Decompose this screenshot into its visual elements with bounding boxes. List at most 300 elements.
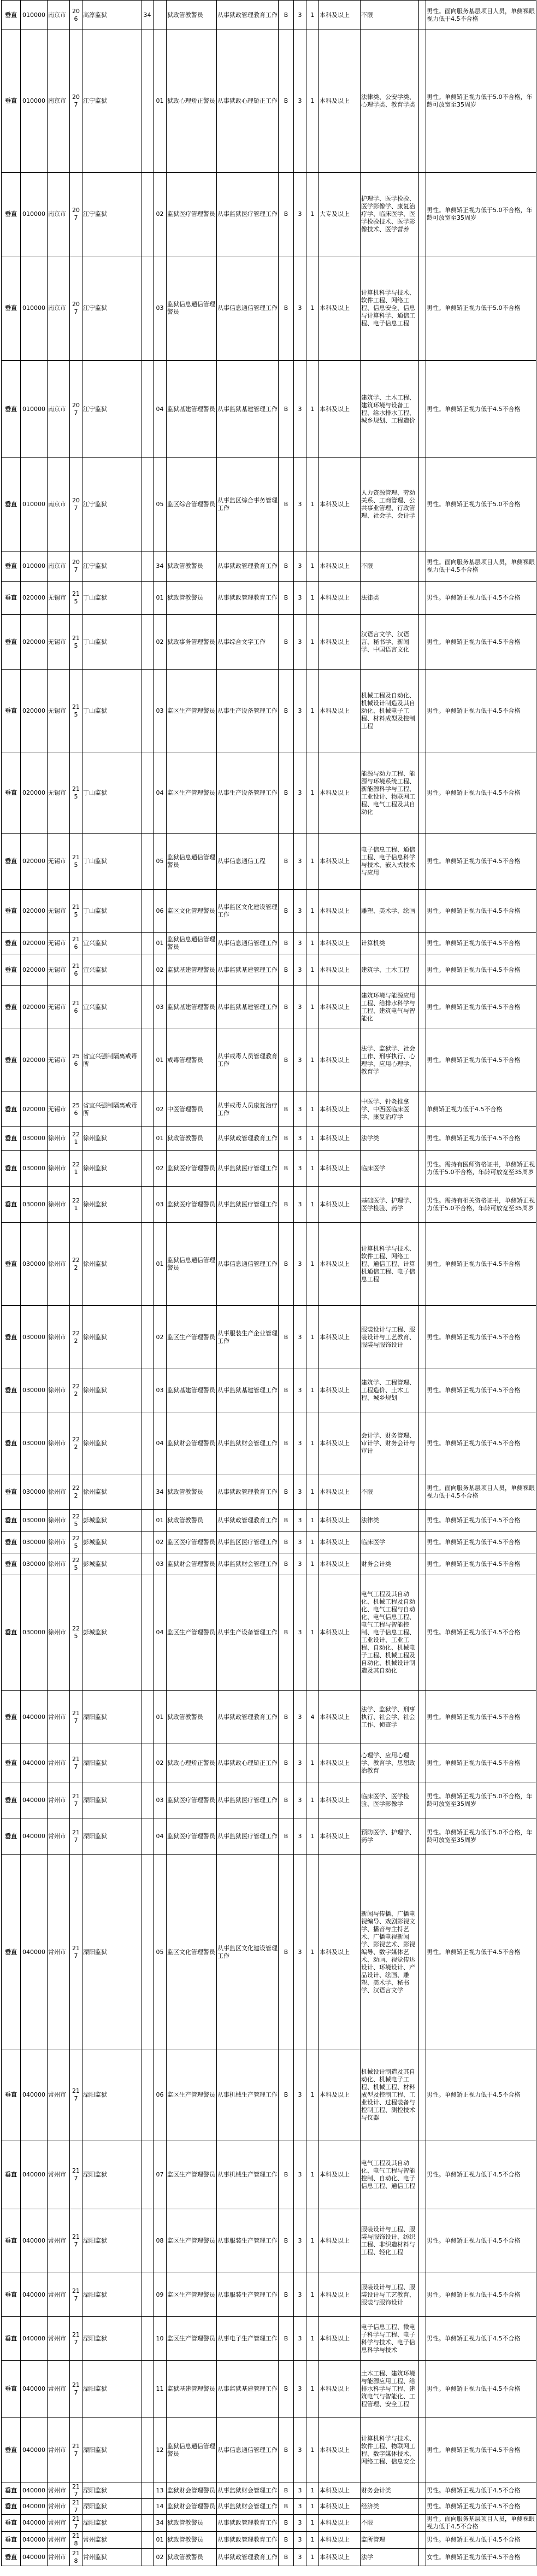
table-cell: 3 (294, 954, 306, 986)
table-cell: 男性。单侧矫正视力低于5.0不合格，年龄可放宽至35周岁 (426, 173, 536, 256)
table-cell: 电气工程及其自动化、电气工程与智能控制、自动化、电子信息工程、通信工程 (361, 2140, 419, 2209)
table-cell: 本科及以上 (319, 2361, 361, 2418)
table-cell: 217 (70, 1691, 82, 1744)
table-row (2, 2549, 536, 2566)
table-cell (141, 2549, 154, 2566)
table-cell: 江宁监狱 (82, 30, 141, 173)
table-cell: 217 (70, 1744, 82, 1782)
table-cell: B (279, 1553, 294, 1575)
table-cell: 常州市 (48, 2361, 70, 2418)
table-cell: 3 (294, 2140, 306, 2209)
table-cell: 垂直 (2, 2532, 21, 2549)
table-cell: 垂直 (2, 173, 21, 256)
table-cell: 020000 (21, 615, 48, 670)
table-cell: 217 (70, 1782, 82, 1818)
table-cell: 217 (70, 2050, 82, 2140)
table-cell: 徐州市 (48, 1531, 70, 1553)
table-cell: 1 (306, 1127, 319, 1151)
table-cell: 207 (70, 256, 82, 361)
table-row (2, 986, 536, 1029)
table-cell: 222 (70, 1369, 82, 1412)
table-cell: 监区生产管理警员 (167, 2140, 217, 2209)
table-cell: 020000 (21, 670, 48, 753)
table-cell: 216 (70, 954, 82, 986)
table-cell: 本科及以上 (319, 670, 361, 753)
table-cell: 从事信息通信管理工作 (217, 2418, 279, 2483)
table-cell (419, 1855, 426, 2050)
table-cell: 从事生产设备管理工作 (217, 1575, 279, 1691)
table-cell: 1 (306, 2515, 319, 2532)
table-cell: 040000 (21, 2515, 48, 2532)
table-cell: 本科及以上 (319, 1553, 361, 1575)
table-cell: 1 (306, 1029, 319, 1092)
table-cell: 217 (70, 1855, 82, 2050)
table-cell: 本科及以上 (319, 1369, 361, 1412)
table-cell (141, 582, 154, 615)
table-cell: 垂直 (2, 615, 21, 670)
table-cell: 215 (70, 890, 82, 933)
table-cell: 020000 (21, 1029, 48, 1092)
table-cell: 无锡市 (48, 615, 70, 670)
table-cell: 02 (154, 615, 167, 670)
table-cell: 监狱医疗管理警员 (167, 1151, 217, 1187)
table-cell: 省宜兴强制隔离戒毒所 (82, 1092, 141, 1127)
table-cell: 222 (70, 1306, 82, 1369)
table-cell: 从事狱政管理教育工作 (217, 582, 279, 615)
table-cell: 监区生产管理警员 (167, 753, 217, 834)
table-cell: 监狱信息通信管理警员 (167, 1223, 217, 1306)
table-cell: B (279, 1510, 294, 1531)
table-cell: 222 (70, 1223, 82, 1306)
positions-table (1, 0, 536, 2566)
table-cell: 垂直 (2, 1, 21, 30)
table-cell: 垂直 (2, 2140, 21, 2209)
table-cell: 男性。单侧矫正视力低于5.0不合格 (426, 256, 536, 361)
table-cell: 3 (294, 1691, 306, 1744)
table-row (2, 2273, 536, 2317)
table-cell: 1 (306, 2418, 319, 2483)
table-cell: 本科及以上 (319, 2418, 361, 2483)
table-cell (141, 1855, 154, 2050)
table-cell: 从事电子生产管理工作 (217, 2317, 279, 2361)
table-cell: 本科及以上 (319, 2317, 361, 2361)
table-cell: 221 (70, 1127, 82, 1151)
table-cell: B (279, 1, 294, 30)
table-cell: 计算机科学与技术、软件工程、网络工程、信息安全、信息与计算科学、通信工程、电子信息工程 (361, 256, 419, 361)
table-cell: 服装设计与工程、服装设计与工艺教育、服装与服饰设计 (361, 1306, 419, 1369)
table-cell (419, 30, 426, 173)
table-cell: 207 (70, 458, 82, 551)
table-cell (419, 2515, 426, 2532)
table-cell: 1 (306, 551, 319, 582)
table-cell: 3 (294, 1, 306, 30)
table-row (2, 1553, 536, 1575)
table-cell: 本科及以上 (319, 458, 361, 551)
table-cell: 040000 (21, 2317, 48, 2361)
table-cell: 垂直 (2, 2209, 21, 2273)
table-cell: 从事监狱财会管理工作 (217, 1553, 279, 1575)
table-cell: 本科及以上 (319, 1691, 361, 1744)
table-cell: 溧阳监狱 (82, 2209, 141, 2273)
table-cell: 3 (294, 1412, 306, 1475)
table-cell: 从事监区综合事务管理工作 (217, 458, 279, 551)
table-cell: 010000 (21, 30, 48, 173)
table-cell (419, 670, 426, 753)
table-row (2, 2515, 536, 2532)
table-cell: 南京市 (48, 551, 70, 582)
table-row (2, 1187, 536, 1223)
table-cell: 溧阳监狱 (82, 2140, 141, 2209)
table-cell: 从事信息通信工程 (217, 834, 279, 890)
table-cell: 从事监狱医疗管理工作 (217, 173, 279, 256)
table-cell: B (279, 2483, 294, 2499)
table-cell: 1 (306, 615, 319, 670)
table-cell: 3 (294, 1127, 306, 1151)
table-cell: 宜兴监狱 (82, 954, 141, 986)
table-cell: 徐州监狱 (82, 1369, 141, 1412)
table-cell: 垂直 (2, 1818, 21, 1855)
table-cell: 1 (306, 834, 319, 890)
table-cell: 从事狱政心理矫正工作 (217, 30, 279, 173)
table-row (2, 753, 536, 834)
table-cell: 4 (306, 1691, 319, 1744)
table-cell: 1 (306, 458, 319, 551)
table-cell: 溧阳监狱 (82, 2483, 141, 2499)
table-cell: 01 (154, 1510, 167, 1531)
table-cell: 本科及以上 (319, 753, 361, 834)
table-cell (419, 2140, 426, 2209)
table-cell: 34 (154, 2515, 167, 2532)
table-cell: 030000 (21, 1223, 48, 1306)
table-cell (141, 890, 154, 933)
table-row (2, 1092, 536, 1127)
table-cell (141, 30, 154, 173)
table-cell: 1 (306, 2483, 319, 2499)
table-cell: 04 (154, 1575, 167, 1691)
table-cell: 1 (306, 954, 319, 986)
table-cell: 05 (154, 834, 167, 890)
table-cell: B (279, 670, 294, 753)
table-cell: 3 (294, 1531, 306, 1553)
table-cell: 1 (306, 2273, 319, 2317)
table-cell: 1 (306, 1092, 319, 1127)
table-cell: 常州市 (48, 2532, 70, 2549)
table-cell: 040000 (21, 1855, 48, 2050)
table-cell: 常州监狱 (82, 2549, 141, 2566)
table-cell: 从事监狱财会管理工作 (217, 2483, 279, 2499)
table-cell: 3 (294, 582, 306, 615)
table-cell: 01 (154, 1223, 167, 1306)
table-cell: 法学 (361, 2549, 419, 2566)
table-cell: 男性。单侧矫正视力低于5.0不合格，年龄可放宽至35周岁 (426, 30, 536, 173)
table-row (2, 1818, 536, 1855)
table-cell (141, 1412, 154, 1475)
table-cell: 法学类 (361, 1127, 419, 1151)
table-cell: 04 (154, 1412, 167, 1475)
table-cell: B (279, 1412, 294, 1475)
table-row (2, 1855, 536, 2050)
table-cell: 不限 (361, 2515, 419, 2532)
table-row (2, 582, 536, 615)
table-cell: B (279, 458, 294, 551)
table-cell (141, 933, 154, 954)
table-cell: 3 (294, 551, 306, 582)
table-cell: 无锡市 (48, 670, 70, 753)
table-cell: 040000 (21, 1691, 48, 1744)
table-cell: 男性。单侧矫正视力低于4.5不合格 (426, 834, 536, 890)
table-cell: 垂直 (2, 954, 21, 986)
table-cell: 3 (294, 30, 306, 173)
table-cell: 男性。单侧矫正视力低于4.5不合格 (426, 986, 536, 1029)
table-cell: 监区医疗管理警员 (167, 1531, 217, 1553)
table-cell: 1 (306, 1475, 319, 1510)
table-cell: 215 (70, 670, 82, 753)
table-cell: 030000 (21, 1510, 48, 1531)
table-cell: 010000 (21, 256, 48, 361)
table-cell: 徐州市 (48, 1369, 70, 1412)
table-cell: B (279, 2515, 294, 2532)
table-cell: 监区生产管理警员 (167, 670, 217, 753)
table-cell: 3 (294, 670, 306, 753)
table-cell: 02 (154, 1531, 167, 1553)
table-cell: B (279, 256, 294, 361)
table-cell: 本科及以上 (319, 1818, 361, 1855)
table-cell: 01 (154, 2532, 167, 2549)
table-cell: 徐州市 (48, 1510, 70, 1531)
table-cell (141, 2050, 154, 2140)
table-row (2, 1127, 536, 1151)
table-cell: 3 (294, 1151, 306, 1187)
table-cell: 本科及以上 (319, 1475, 361, 1510)
table-cell: 法律类 (361, 582, 419, 615)
table-cell: B (279, 2499, 294, 2515)
table-cell: 1 (306, 753, 319, 834)
table-cell: 监区生产管理警员 (167, 2050, 217, 2140)
table-cell: 从事生产设备管理工作 (217, 670, 279, 753)
table-cell: 丁山监狱 (82, 670, 141, 753)
table-row (2, 615, 536, 670)
table-cell: 本科及以上 (319, 954, 361, 986)
table-cell: 计算机科学与技术、软件工程、物联网工程、数字媒体技术、网络工程、信息安全 (361, 2418, 419, 2483)
table-cell: 电子信息工程、通信工程、电子信息科学与技术、嵌入式技术与应用 (361, 834, 419, 890)
table-cell: 3 (294, 615, 306, 670)
table-cell: 020000 (21, 933, 48, 954)
table-cell: 225 (70, 1510, 82, 1531)
table-cell (141, 1818, 154, 1855)
table-cell: 3 (294, 2418, 306, 2483)
table-cell: 男性。单侧矫正视力低于5.0不合格，年龄可放宽至35周岁 (426, 1818, 536, 1855)
table-cell: 男性。单侧矫正视力低于4.5不合格 (426, 933, 536, 954)
table-cell: 本科及以上 (319, 1855, 361, 2050)
table-cell: 垂直 (2, 1412, 21, 1475)
table-cell: 徐州市 (48, 1475, 70, 1510)
table-cell (141, 1744, 154, 1782)
table-cell: 监狱基建管理警员 (167, 986, 217, 1029)
table-cell: 03 (154, 256, 167, 361)
table-cell: 1 (306, 670, 319, 753)
table-cell: 不限 (361, 1, 419, 30)
table-cell (141, 1223, 154, 1306)
table-cell: 本科及以上 (319, 1510, 361, 1531)
table-cell: 溧阳监狱 (82, 2515, 141, 2532)
table-cell: 本科及以上 (319, 1306, 361, 1369)
table-cell (141, 1127, 154, 1151)
table-cell: 225 (70, 1531, 82, 1553)
table-cell: 34 (141, 1, 154, 30)
table-cell: 3 (294, 1029, 306, 1092)
table-cell: 217 (70, 1818, 82, 1855)
table-cell: 从事监狱医疗管理工作 (217, 1151, 279, 1187)
table-cell: 本科及以上 (319, 30, 361, 173)
table-row (2, 551, 536, 582)
table-cell: 02 (154, 1092, 167, 1127)
table-cell: 服装设计与工程、服装设计与工艺教育、服装与服饰设计 (361, 2273, 419, 2317)
table-cell: 1 (306, 2549, 319, 2566)
table-cell: 徐州市 (48, 1306, 70, 1369)
table-cell (141, 2499, 154, 2515)
table-cell: 垂直 (2, 2050, 21, 2140)
table-cell: 常州市 (48, 2273, 70, 2317)
table-cell: 无锡市 (48, 1092, 70, 1127)
table-cell: 3 (294, 986, 306, 1029)
table-row (2, 2361, 536, 2418)
table-cell: 从事狱政管理教育工作 (217, 2532, 279, 2549)
table-cell: 3 (294, 1855, 306, 2050)
table-cell (141, 1369, 154, 1412)
table-cell: 男性。单侧矫正视力低于4.5不合格 (426, 1531, 536, 1553)
table-cell (141, 1510, 154, 1531)
table-cell: 预防医学、护理学、药学 (361, 1818, 419, 1855)
table-cell: 207 (70, 361, 82, 458)
table-cell (141, 615, 154, 670)
table-cell: 从事狱政管理教育工作 (217, 2549, 279, 2566)
table-cell: 男性。单侧矫正视力低于4.5不合格 (426, 1412, 536, 1475)
table-cell: 从事信息通信管理工作 (217, 933, 279, 954)
table-cell (419, 1127, 426, 1151)
table-row (2, 1369, 536, 1412)
table-cell: 狱政管教警员 (167, 2549, 217, 2566)
table-cell: 040000 (21, 2209, 48, 2273)
table-cell: 丁山监狱 (82, 615, 141, 670)
table-cell: 徐州监狱 (82, 1151, 141, 1187)
table-cell: 1 (306, 1818, 319, 1855)
table-cell (419, 1, 426, 30)
table-cell: 监狱医疗管理警员 (167, 1187, 217, 1223)
table-cell: 从事狱政管理教育工作 (217, 1510, 279, 1531)
table-cell: 监区文化管理警员 (167, 1855, 217, 2050)
table-cell: 3 (294, 2499, 306, 2515)
table-cell (419, 582, 426, 615)
table-cell: 狱政管教警员 (167, 1, 217, 30)
table-cell: 02 (154, 954, 167, 986)
table-cell: 计算机类 (361, 933, 419, 954)
table-cell: 从事狱政心理矫正工作 (217, 1744, 279, 1782)
table-cell: 无锡市 (48, 954, 70, 986)
table-cell: 215 (70, 753, 82, 834)
table-cell: 男性。单侧矫正视力低于5.0不合格 (426, 458, 536, 551)
table-cell: 徐州监狱 (82, 1127, 141, 1151)
table-cell (141, 1782, 154, 1818)
table-cell: 溧阳监狱 (82, 2317, 141, 2361)
table-cell: 垂直 (2, 834, 21, 890)
table-cell (141, 1475, 154, 1510)
table-cell: 垂直 (2, 2515, 21, 2532)
table-cell: 08 (154, 2209, 167, 2273)
table-cell: B (279, 1782, 294, 1818)
table-cell: 男性。单侧矫正视力低于4.5不合格 (426, 1575, 536, 1691)
table-cell: 040000 (21, 2549, 48, 2566)
table-cell: 南京市 (48, 361, 70, 458)
table-cell: B (279, 933, 294, 954)
table-row (2, 2050, 536, 2140)
table-cell: 监所管理 (361, 2532, 419, 2549)
table-cell: 男性。单侧矫正视力低于4.5不合格 (426, 2140, 536, 2209)
table-cell: 南京市 (48, 173, 70, 256)
table-cell (419, 2418, 426, 2483)
table-cell: 宜兴监狱 (82, 986, 141, 1029)
table-cell: 从事狱政管理教育工作 (217, 1475, 279, 1510)
table-cell: 本科及以上 (319, 2050, 361, 2140)
table-cell: 临床医学 (361, 1151, 419, 1187)
table-cell: 彭城监狱 (82, 1575, 141, 1691)
table-cell: 217 (70, 2499, 82, 2515)
table-cell: 常州市 (48, 2140, 70, 2209)
table-cell: 225 (70, 1575, 82, 1691)
table-cell: 02 (154, 1744, 167, 1782)
table-cell: 3 (294, 458, 306, 551)
table-cell: B (279, 2317, 294, 2361)
table-cell: 常州市 (48, 2515, 70, 2532)
table-row (2, 1531, 536, 1553)
table-cell: 男性。面向服务基层项目人员，单侧裸眼视力低于4.5不合格 (426, 2515, 536, 2532)
table-cell: 从事监狱财会管理工作 (217, 2499, 279, 2515)
table-cell: 无锡市 (48, 890, 70, 933)
table-cell (419, 1510, 426, 1531)
table-cell: 监狱医疗管理警员 (167, 1818, 217, 1855)
table-cell: B (279, 890, 294, 933)
table-cell (141, 1306, 154, 1369)
table-cell: 监区生产管理警员 (167, 1575, 217, 1691)
table-cell: 监区生产管理警员 (167, 2317, 217, 2361)
table-cell: 垂直 (2, 361, 21, 458)
table-cell: 徐州监狱 (82, 1412, 141, 1475)
table-cell (419, 834, 426, 890)
table-cell (419, 933, 426, 954)
table-cell: 监狱财会管理警员 (167, 1553, 217, 1575)
table-cell: 04 (154, 1818, 167, 1855)
table-cell: 垂直 (2, 2483, 21, 2499)
table-cell: 垂直 (2, 2418, 21, 2483)
table-cell: 监区生产管理警员 (167, 2273, 217, 2317)
table-cell: 从事监区文化建设管理工作 (217, 890, 279, 933)
table-cell: 1 (306, 2499, 319, 2515)
table-cell: 09 (154, 2273, 167, 2317)
table-cell (141, 2361, 154, 2418)
table-cell: 01 (154, 933, 167, 954)
table-cell: 本科及以上 (319, 1151, 361, 1187)
table-cell: 中医管理警员 (167, 1092, 217, 1127)
table-row (2, 670, 536, 753)
table-cell: 监狱基建管理警员 (167, 1369, 217, 1412)
table-cell: 男性。单侧矫正视力低于4.5不合格 (426, 1855, 536, 2050)
table-cell: B (279, 2140, 294, 2209)
table-cell (419, 2361, 426, 2418)
table-cell: 女性。单侧矫正视力低于4.5不合格 (426, 2549, 536, 2566)
table-cell: 高淳监狱 (82, 1, 141, 30)
table-cell: 040000 (21, 2273, 48, 2317)
table-cell: 垂直 (2, 1782, 21, 1818)
table-cell: 监狱医疗管理警员 (167, 173, 217, 256)
